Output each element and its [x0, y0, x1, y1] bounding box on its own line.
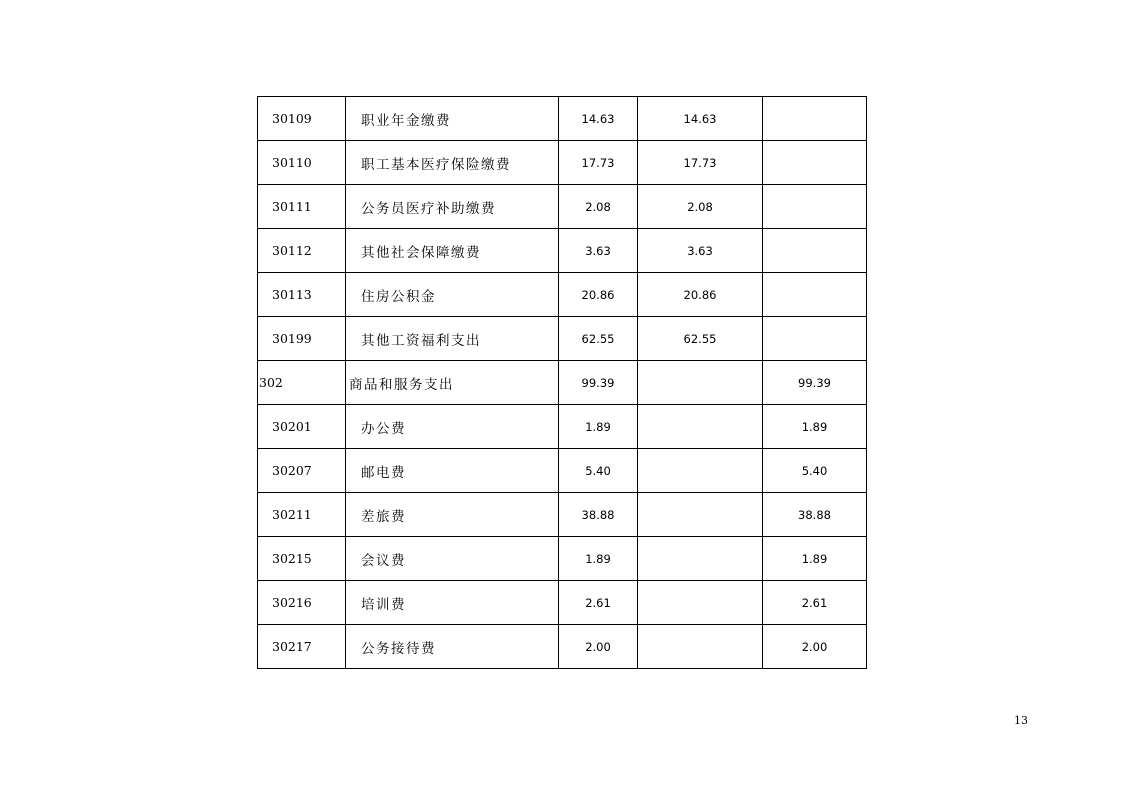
table-row	[258, 493, 867, 537]
table-row	[258, 361, 867, 405]
cell-total: 2.61	[559, 581, 638, 625]
table-row	[258, 229, 867, 273]
cell-code: 30201	[258, 405, 346, 449]
table-row	[258, 97, 867, 141]
cell-total: 62.55	[559, 317, 638, 361]
cell-item-name: 会议费	[346, 537, 559, 581]
cell-total: 5.40	[559, 449, 638, 493]
cell-code: 30216	[258, 581, 346, 625]
cell-basic-expenditure: 20.86	[638, 273, 763, 317]
cell-project-expenditure	[763, 141, 867, 185]
cell-project-expenditure: 2.61	[763, 581, 867, 625]
cell-basic-expenditure	[638, 405, 763, 449]
page-number: 13	[1014, 714, 1028, 727]
cell-basic-expenditure: 3.63	[638, 229, 763, 273]
cell-basic-expenditure: 2.08	[638, 185, 763, 229]
cell-item-name: 其他社会保障缴费	[346, 229, 559, 273]
table-row	[258, 625, 867, 669]
cell-basic-expenditure	[638, 625, 763, 669]
cell-total: 99.39	[559, 361, 638, 405]
cell-code: 30211	[258, 493, 346, 537]
cell-item-name: 商品和服务支出	[346, 361, 559, 405]
cell-project-expenditure	[763, 229, 867, 273]
cell-project-expenditure	[763, 97, 867, 141]
cell-total: 2.00	[559, 625, 638, 669]
cell-code: 30199	[258, 317, 346, 361]
cell-item-name: 住房公积金	[346, 273, 559, 317]
table-row	[258, 317, 867, 361]
cell-total: 2.08	[559, 185, 638, 229]
cell-item-name: 培训费	[346, 581, 559, 625]
cell-code: 30112	[258, 229, 346, 273]
cell-basic-expenditure	[638, 493, 763, 537]
table-row	[258, 537, 867, 581]
cell-code: 30113	[258, 273, 346, 317]
cell-code: 30207	[258, 449, 346, 493]
cell-project-expenditure	[763, 317, 867, 361]
cell-code: 30111	[258, 185, 346, 229]
cell-code: 302	[258, 361, 346, 405]
cell-total: 1.89	[559, 405, 638, 449]
cell-basic-expenditure	[638, 537, 763, 581]
cell-item-name: 公务接待费	[346, 625, 559, 669]
table-row	[258, 185, 867, 229]
cell-code: 30217	[258, 625, 346, 669]
cell-basic-expenditure: 14.63	[638, 97, 763, 141]
table-row	[258, 273, 867, 317]
cell-project-expenditure	[763, 185, 867, 229]
cell-item-name: 职工基本医疗保险缴费	[346, 141, 559, 185]
cell-basic-expenditure	[638, 449, 763, 493]
cell-total: 17.73	[559, 141, 638, 185]
cell-item-name: 邮电费	[346, 449, 559, 493]
cell-item-name: 其他工资福利支出	[346, 317, 559, 361]
table-row	[258, 405, 867, 449]
cell-basic-expenditure: 62.55	[638, 317, 763, 361]
cell-item-name: 职业年金缴费	[346, 97, 559, 141]
cell-item-name: 公务员医疗补助缴费	[346, 185, 559, 229]
table-row	[258, 581, 867, 625]
cell-project-expenditure: 1.89	[763, 405, 867, 449]
cell-total: 20.86	[559, 273, 638, 317]
cell-code: 30109	[258, 97, 346, 141]
cell-basic-expenditure	[638, 581, 763, 625]
budget-expenditure-table	[257, 96, 867, 669]
cell-total: 14.63	[559, 97, 638, 141]
cell-basic-expenditure	[638, 361, 763, 405]
cell-basic-expenditure: 17.73	[638, 141, 763, 185]
cell-project-expenditure: 2.00	[763, 625, 867, 669]
cell-item-name: 办公费	[346, 405, 559, 449]
cell-total: 1.89	[559, 537, 638, 581]
cell-project-expenditure	[763, 273, 867, 317]
cell-total: 3.63	[559, 229, 638, 273]
cell-total: 38.88	[559, 493, 638, 537]
cell-project-expenditure: 38.88	[763, 493, 867, 537]
table-row	[258, 449, 867, 493]
cell-project-expenditure: 1.89	[763, 537, 867, 581]
cell-code: 30110	[258, 141, 346, 185]
cell-item-name: 差旅费	[346, 493, 559, 537]
table-row	[258, 141, 867, 185]
cell-project-expenditure: 5.40	[763, 449, 867, 493]
cell-project-expenditure: 99.39	[763, 361, 867, 405]
cell-code: 30215	[258, 537, 346, 581]
table-body	[258, 97, 867, 669]
